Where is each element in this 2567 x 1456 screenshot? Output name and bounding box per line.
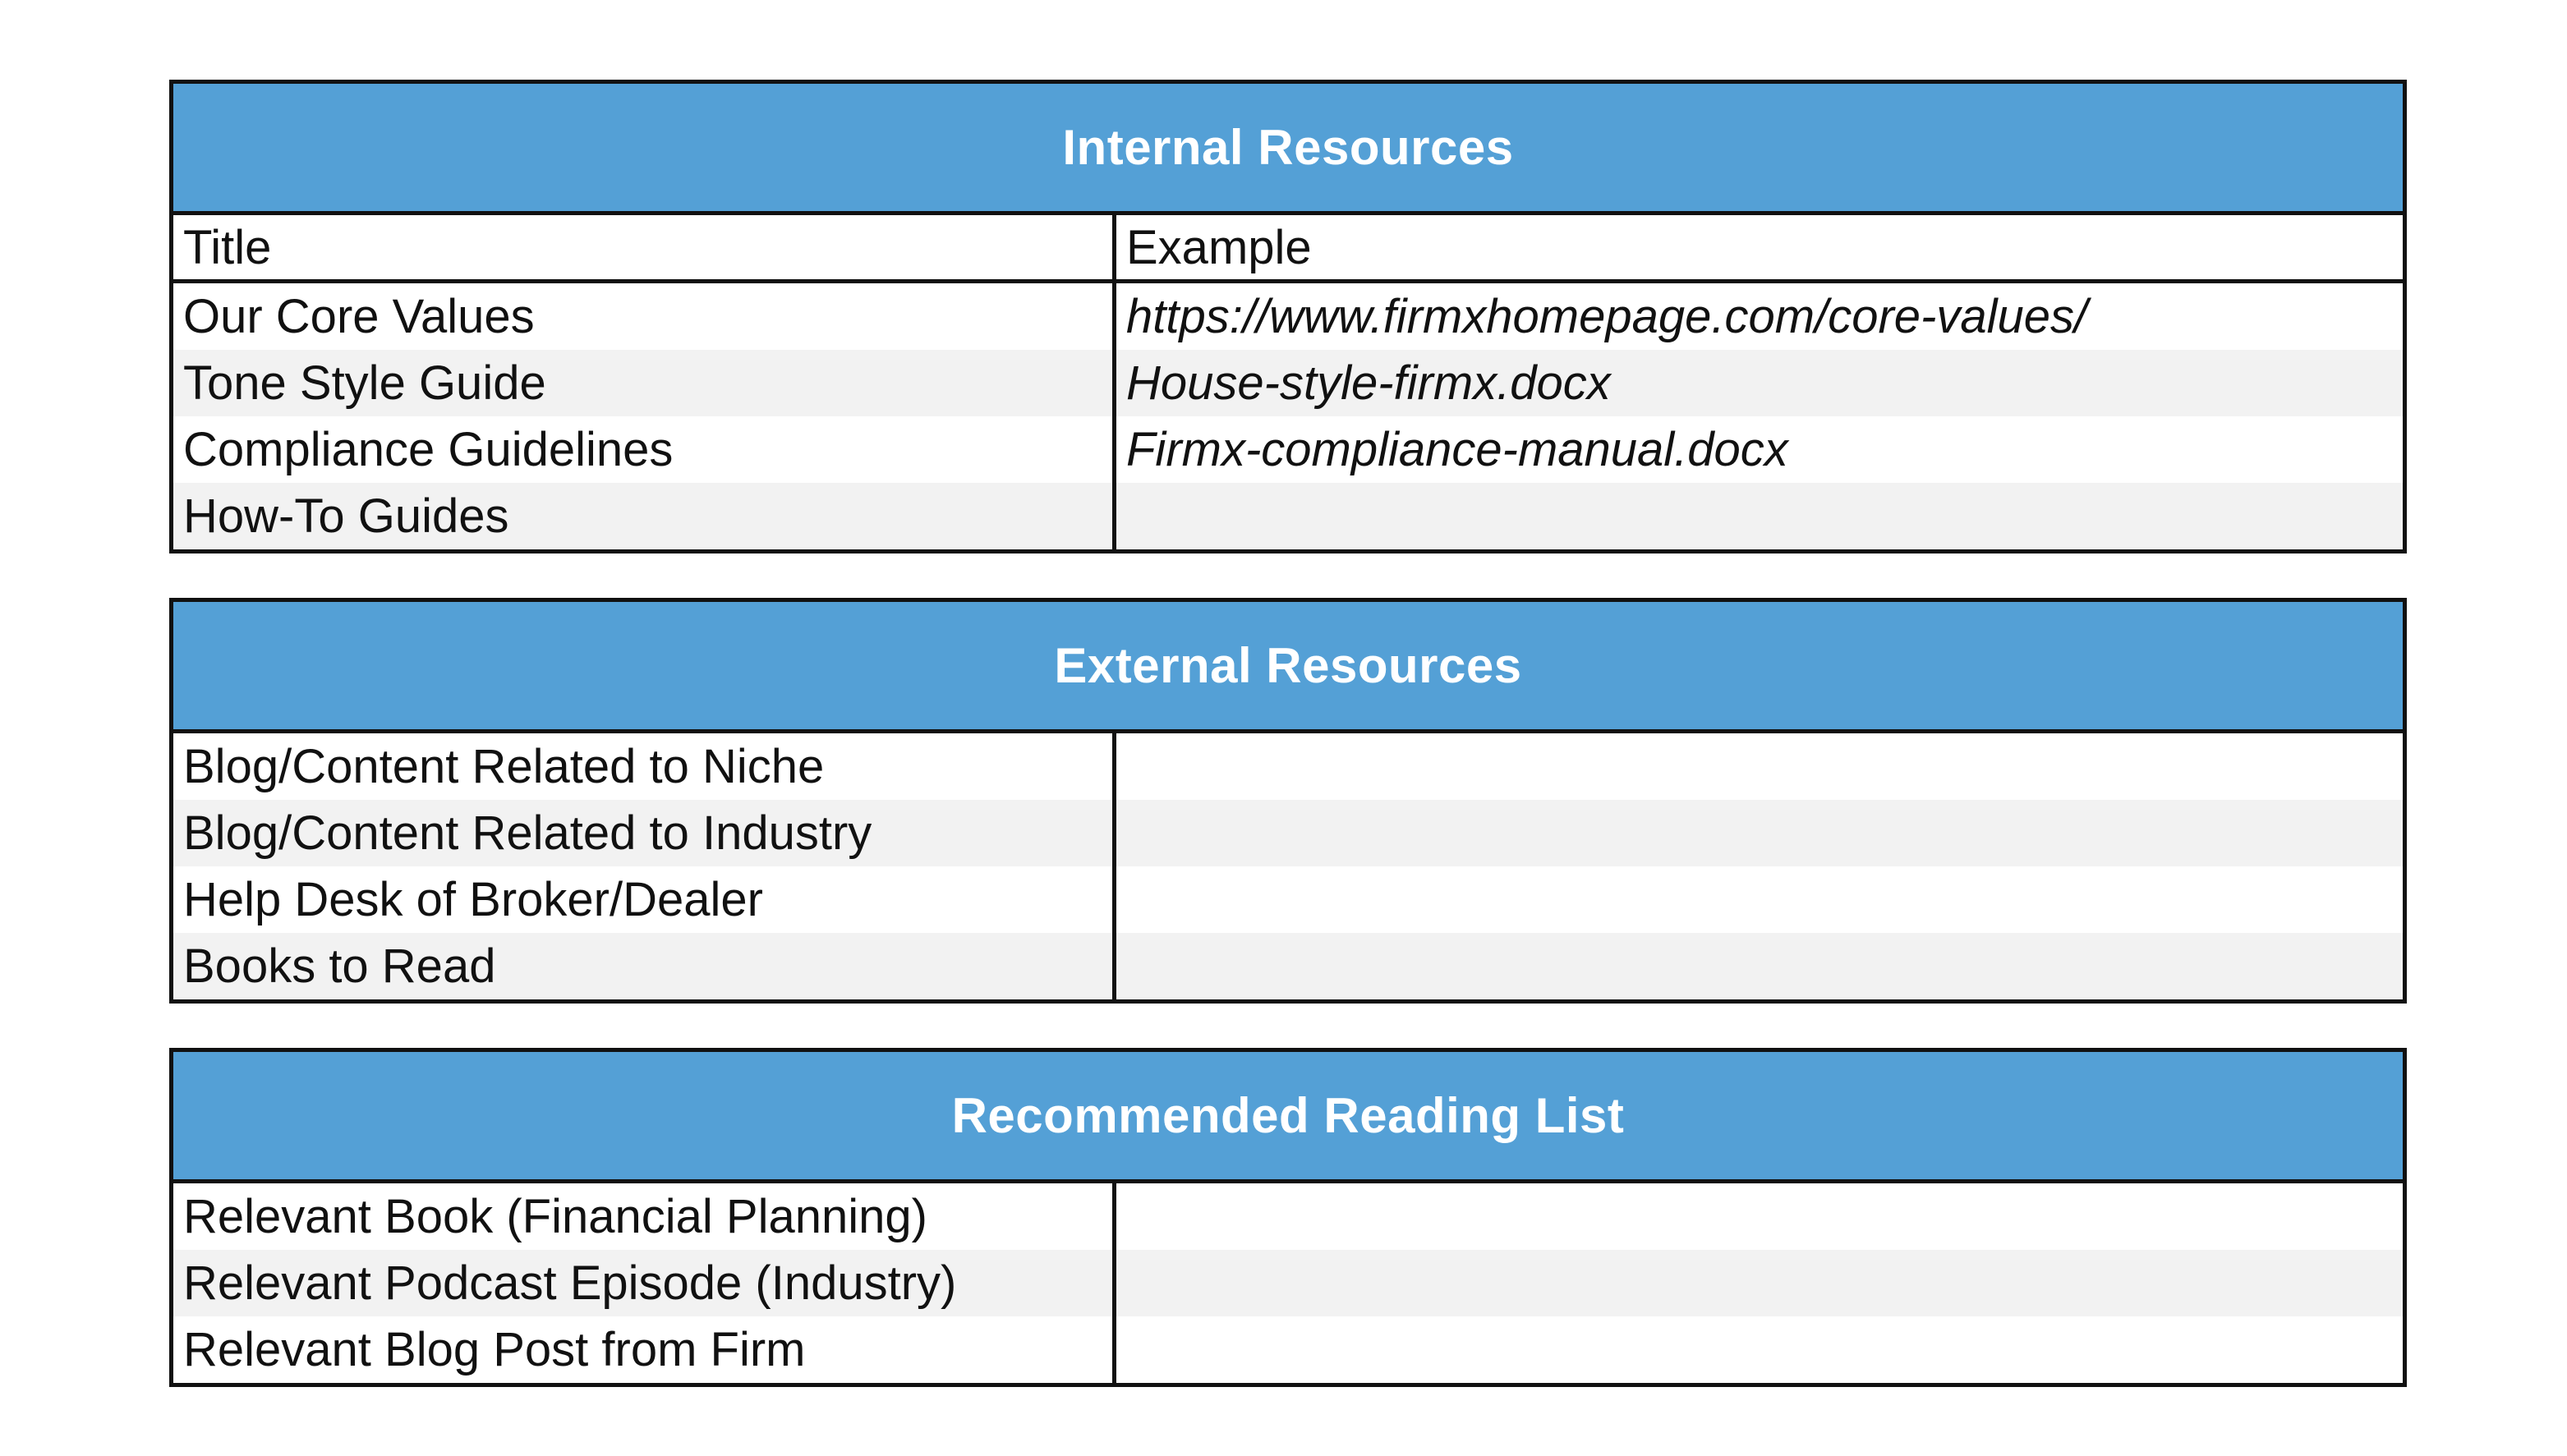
row-example	[1116, 1250, 2403, 1316]
row-example	[1116, 933, 2403, 999]
row-title: Compliance Guidelines	[173, 416, 1116, 483]
row-title: Books to Read	[173, 933, 1116, 999]
table-row	[173, 933, 2403, 999]
row-example	[1116, 483, 2403, 549]
table-row	[173, 416, 2403, 483]
external-resources-header: External Resources	[173, 602, 2403, 733]
table-row	[173, 1316, 2403, 1383]
row-title: How-To Guides	[173, 483, 1116, 549]
table-row	[173, 1183, 2403, 1250]
external-resources-table	[169, 598, 2407, 1004]
row-title: Relevant Blog Post from Firm	[173, 1316, 1116, 1383]
internal-resources-header: Internal Resources	[173, 84, 2403, 215]
table-row	[173, 733, 2403, 800]
row-example: Firmx-compliance-manual.docx	[1126, 423, 1788, 476]
table-row	[173, 800, 2403, 866]
row-example	[1116, 866, 2403, 933]
row-example	[1116, 1316, 2403, 1383]
row-title: Relevant Podcast Episode (Industry)	[173, 1250, 1116, 1316]
internal-resources-table	[169, 80, 2407, 553]
table-row	[173, 1250, 2403, 1316]
recommended-reading-table	[169, 1048, 2407, 1387]
row-example	[1116, 733, 2403, 800]
table-row	[173, 283, 2403, 350]
row-title: Our Core Values	[173, 283, 1116, 350]
table-row	[173, 866, 2403, 933]
row-title: Help Desk of Broker/Dealer	[173, 866, 1116, 933]
row-title: Blog/Content Related to Niche	[173, 733, 1116, 800]
row-title: Tone Style Guide	[173, 350, 1116, 416]
row-example	[1116, 800, 2403, 866]
recommended-reading-header: Recommended Reading List	[173, 1052, 2403, 1183]
row-example	[1116, 1183, 2403, 1250]
column-header-example: Example	[1126, 220, 1312, 274]
row-example[interactable]: https://www.firmxhomepage.com/core-values/	[1126, 290, 2088, 343]
column-header-row	[173, 215, 2403, 283]
row-title: Blog/Content Related to Industry	[173, 800, 1116, 866]
table-row	[173, 350, 2403, 416]
row-example: House-style-firmx.docx	[1126, 356, 1611, 410]
row-title: Relevant Book (Financial Planning)	[173, 1183, 1116, 1250]
table-row	[173, 483, 2403, 549]
column-header-title: Title	[173, 215, 1116, 279]
